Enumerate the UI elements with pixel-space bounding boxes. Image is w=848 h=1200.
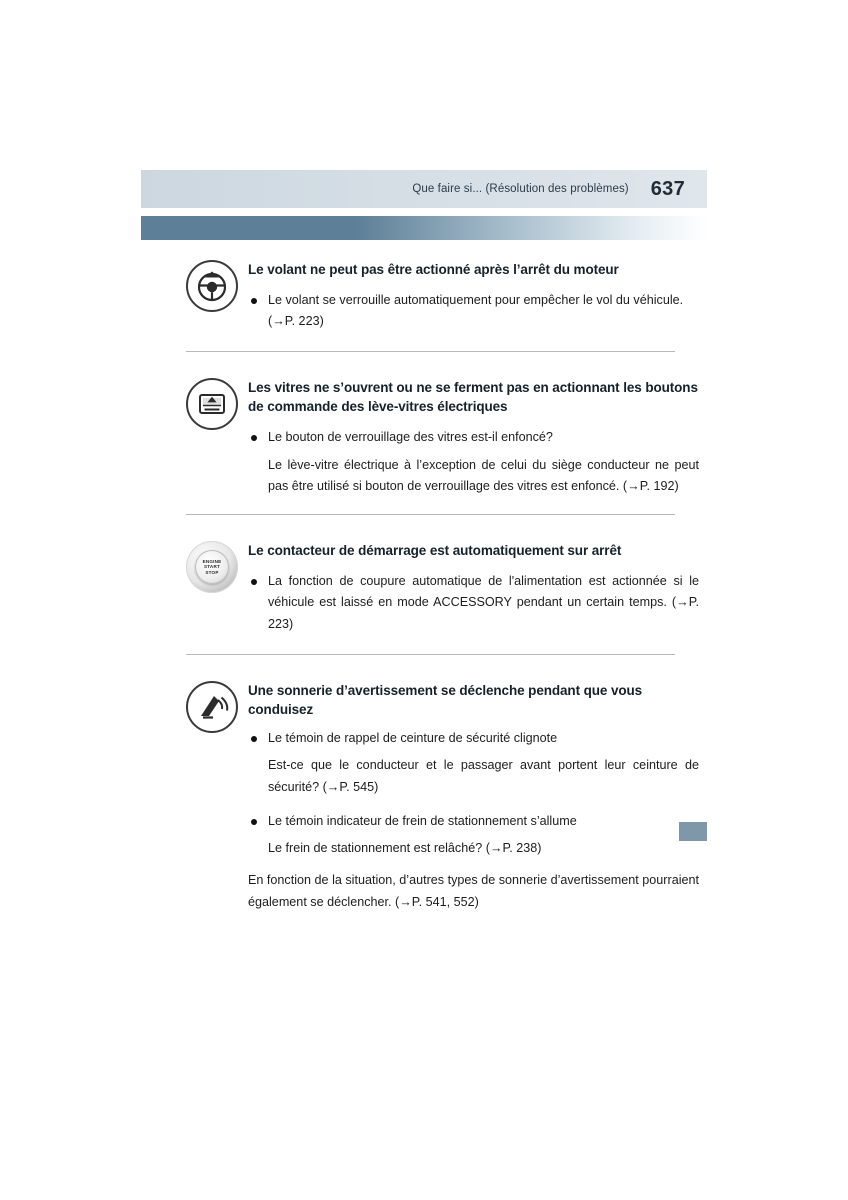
document-content <box>141 260 707 929</box>
page-number: 637 <box>650 177 685 200</box>
section-warning-buzzer <box>141 681 707 930</box>
page-header-title: Que faire si... (Résolution des problèmes) <box>412 183 629 195</box>
engine-label-line2: START <box>204 564 220 570</box>
list-item-detail: Le lève-vitre électrique à l’exception de celui du siège conducteur ne peut pas être utilisé si bouton de verrouillage des vitres est enfoncé. (→P. 192) <box>268 457 699 494</box>
warning-buzzer-icon <box>186 681 238 733</box>
header-gradient-rule <box>141 216 707 240</box>
section-bullet-list <box>248 427 699 449</box>
list-item: Le témoin de rappel de ceinture de sécurité clignote <box>248 728 699 750</box>
section-engine-switch <box>141 541 707 654</box>
section-divider <box>186 654 675 655</box>
section-divider <box>186 351 675 352</box>
engine-label-line3: STOP <box>205 569 219 575</box>
list-item: Le bouton de verrouillage des vitres est-il enfoncé? <box>248 427 699 449</box>
section-heading: Le volant ne peut pas être actionné après l’arrêt du moteur <box>248 262 619 277</box>
section-divider <box>186 514 675 515</box>
steering-wheel-lock-glyph <box>192 266 232 306</box>
section-power-windows <box>141 378 707 514</box>
page-header-bar <box>141 170 707 208</box>
engine-label-line1: ENGINE <box>202 558 222 564</box>
list-item: Le témoin indicateur de frein de stationnement s’allume <box>248 811 699 833</box>
power-window-icon <box>186 378 238 430</box>
section-bullet-list <box>248 728 699 750</box>
list-item-detail: Le frein de stationnement est relâché? (→P. 238) <box>268 841 542 856</box>
section-bullet-list-2 <box>248 811 699 833</box>
list-item: Le volant se verrouille automatiquement pour empêcher le vol du véhicule. (→P. 223) <box>248 290 699 333</box>
section-heading: Les vitres ne s’ouvrent ou ne se ferment pas en actionnant les boutons de commande des lève-vitres électriques <box>248 379 698 415</box>
power-window-glyph <box>192 384 232 424</box>
section-heading: Une sonnerie d’avertissement se déclenche pendant que vous conduisez <box>248 682 643 718</box>
section-paragraph: En fonction de la situation, d’autres types de sonnerie d’avertissement pourraient également se déclencher. (→P. 541, 552) <box>248 872 699 909</box>
warning-buzzer-glyph <box>192 687 232 727</box>
list-item-detail: Est-ce que le conducteur et le passager avant portent leur ceinture de sécurité? (→P. 545) <box>268 758 699 794</box>
section-steering-lock <box>141 260 707 351</box>
section-bullet-list <box>248 290 699 333</box>
section-heading: Le contacteur de démarrage est automatiquement sur arrêt <box>248 542 622 558</box>
list-item: La fonction de coupure automatique de l'alimentation est actionnée si le véhicule est laissé en mode ACCESSORY pendant un certain temps. (→P. 223) <box>248 571 699 636</box>
engine-start-stop-button <box>195 550 229 584</box>
steering-wheel-lock-icon <box>186 260 238 312</box>
engine-start-stop-icon <box>186 541 238 593</box>
section-bullet-list <box>248 571 699 636</box>
